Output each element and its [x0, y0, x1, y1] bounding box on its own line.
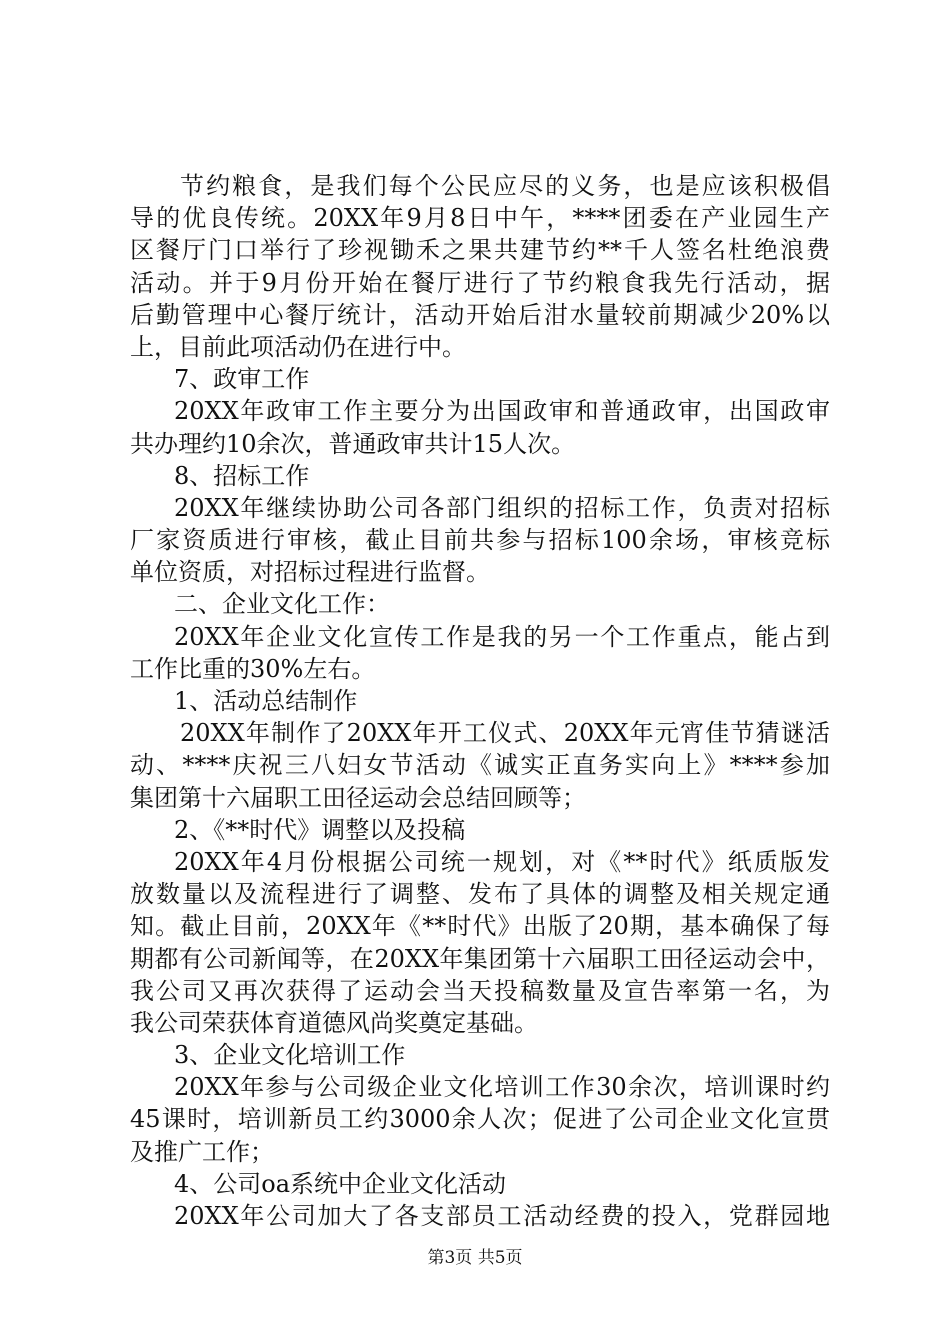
paragraph-line: 我公司荣获体育道德风尚奖奠定基础。: [130, 1008, 538, 1037]
paragraph-line: 厂家资质进行审核，截止目前共参与招标100余场，审核竞标: [130, 526, 830, 555]
section-heading: 二、企业文化工作：: [174, 590, 390, 619]
document-body: [130, 170, 830, 1232]
paragraph-line: 45课时，培训新员工约3000余人次；促进了公司企业文化宣贯: [130, 1105, 830, 1134]
paragraph-line: 20XX年政审工作主要分为出国政审和普通政审，出国政审: [174, 397, 830, 426]
paragraph-line: 集团第十六届职工田径运动会总结回顾等；: [130, 783, 586, 812]
paragraph-line: 20XX年公司加大了各支部员工活动经费的投入，党群园地: [174, 1202, 830, 1230]
paragraph-line: 20XX年4月份根据公司统一规划，对《**时代》纸质版发: [174, 847, 830, 876]
section-heading: 7、政审工作: [174, 365, 310, 394]
paragraph-line: 及推广工作；: [130, 1137, 274, 1166]
paragraph-line: 20XX年继续协助公司各部门组织的招标工作，负责对招标: [174, 493, 830, 522]
paragraph-line: 20XX年制作了20XX年开工仪式、20XX年元宵佳节猜谜活: [180, 719, 830, 748]
paragraph-line: 放数量以及流程进行了调整、发布了具体的调整及相关规定通: [130, 880, 830, 909]
paragraph-line: 20XX年参与公司级企业文化培训工作30余次，培训课时约: [174, 1073, 830, 1102]
paragraph-line: 节约粮食，是我们每个公民应尽的义务，也是应该积极倡: [180, 172, 830, 200]
paragraph-line: 导的优良传统。20XX年9月8日中午，****团委在产业园生产: [130, 204, 830, 233]
section-heading: 4、公司oa系统中企业文化活动: [174, 1169, 507, 1198]
paragraph-line: 我公司又再次获得了运动会当天投稿数量及宣告率第一名，为: [130, 976, 830, 1005]
paragraph-line: 20XX年企业文化宣传工作是我的另一个工作重点，能占到: [174, 622, 830, 651]
section-heading: 1、活动总结制作: [174, 687, 358, 715]
section-heading: 3、企业文化培训工作: [174, 1041, 406, 1070]
paragraph-line: 区餐厅门口举行了珍视锄禾之果共建节约**千人签名杜绝浪费: [130, 236, 830, 265]
paragraph-line: 活动。并于9月份开始在餐厅进行了节约粮食我先行活动，据: [130, 268, 830, 297]
paragraph-line: 单位资质，对招标过程进行监督。: [130, 558, 490, 587]
paragraph-line: 知。截止目前，20XX年《**时代》出版了20期，基本确保了每: [130, 912, 830, 941]
paragraph-line: 期都有公司新闻等，在20XX年集团第十六届职工田径运动会中，: [130, 944, 830, 973]
section-heading: 2、《**时代》调整以及投稿: [174, 815, 466, 844]
page-number-footer: 第3页 共5页: [427, 1248, 523, 1268]
paragraph-line: 工作比重的30%左右。: [130, 654, 376, 683]
section-heading: 8、招标工作: [174, 461, 310, 490]
paragraph-line: 共办理约10余次，普通政审共计15人次。: [130, 429, 576, 458]
paragraph-line: 上，目前此项活动仍在进行中。: [130, 332, 466, 361]
paragraph-line: 动、****庆祝三八妇女节活动《诚实正直务实向上》****参加: [130, 751, 830, 780]
paragraph-line: 后勤管理中心餐厅统计，活动开始后泔水量较前期减少20%以: [130, 300, 830, 329]
